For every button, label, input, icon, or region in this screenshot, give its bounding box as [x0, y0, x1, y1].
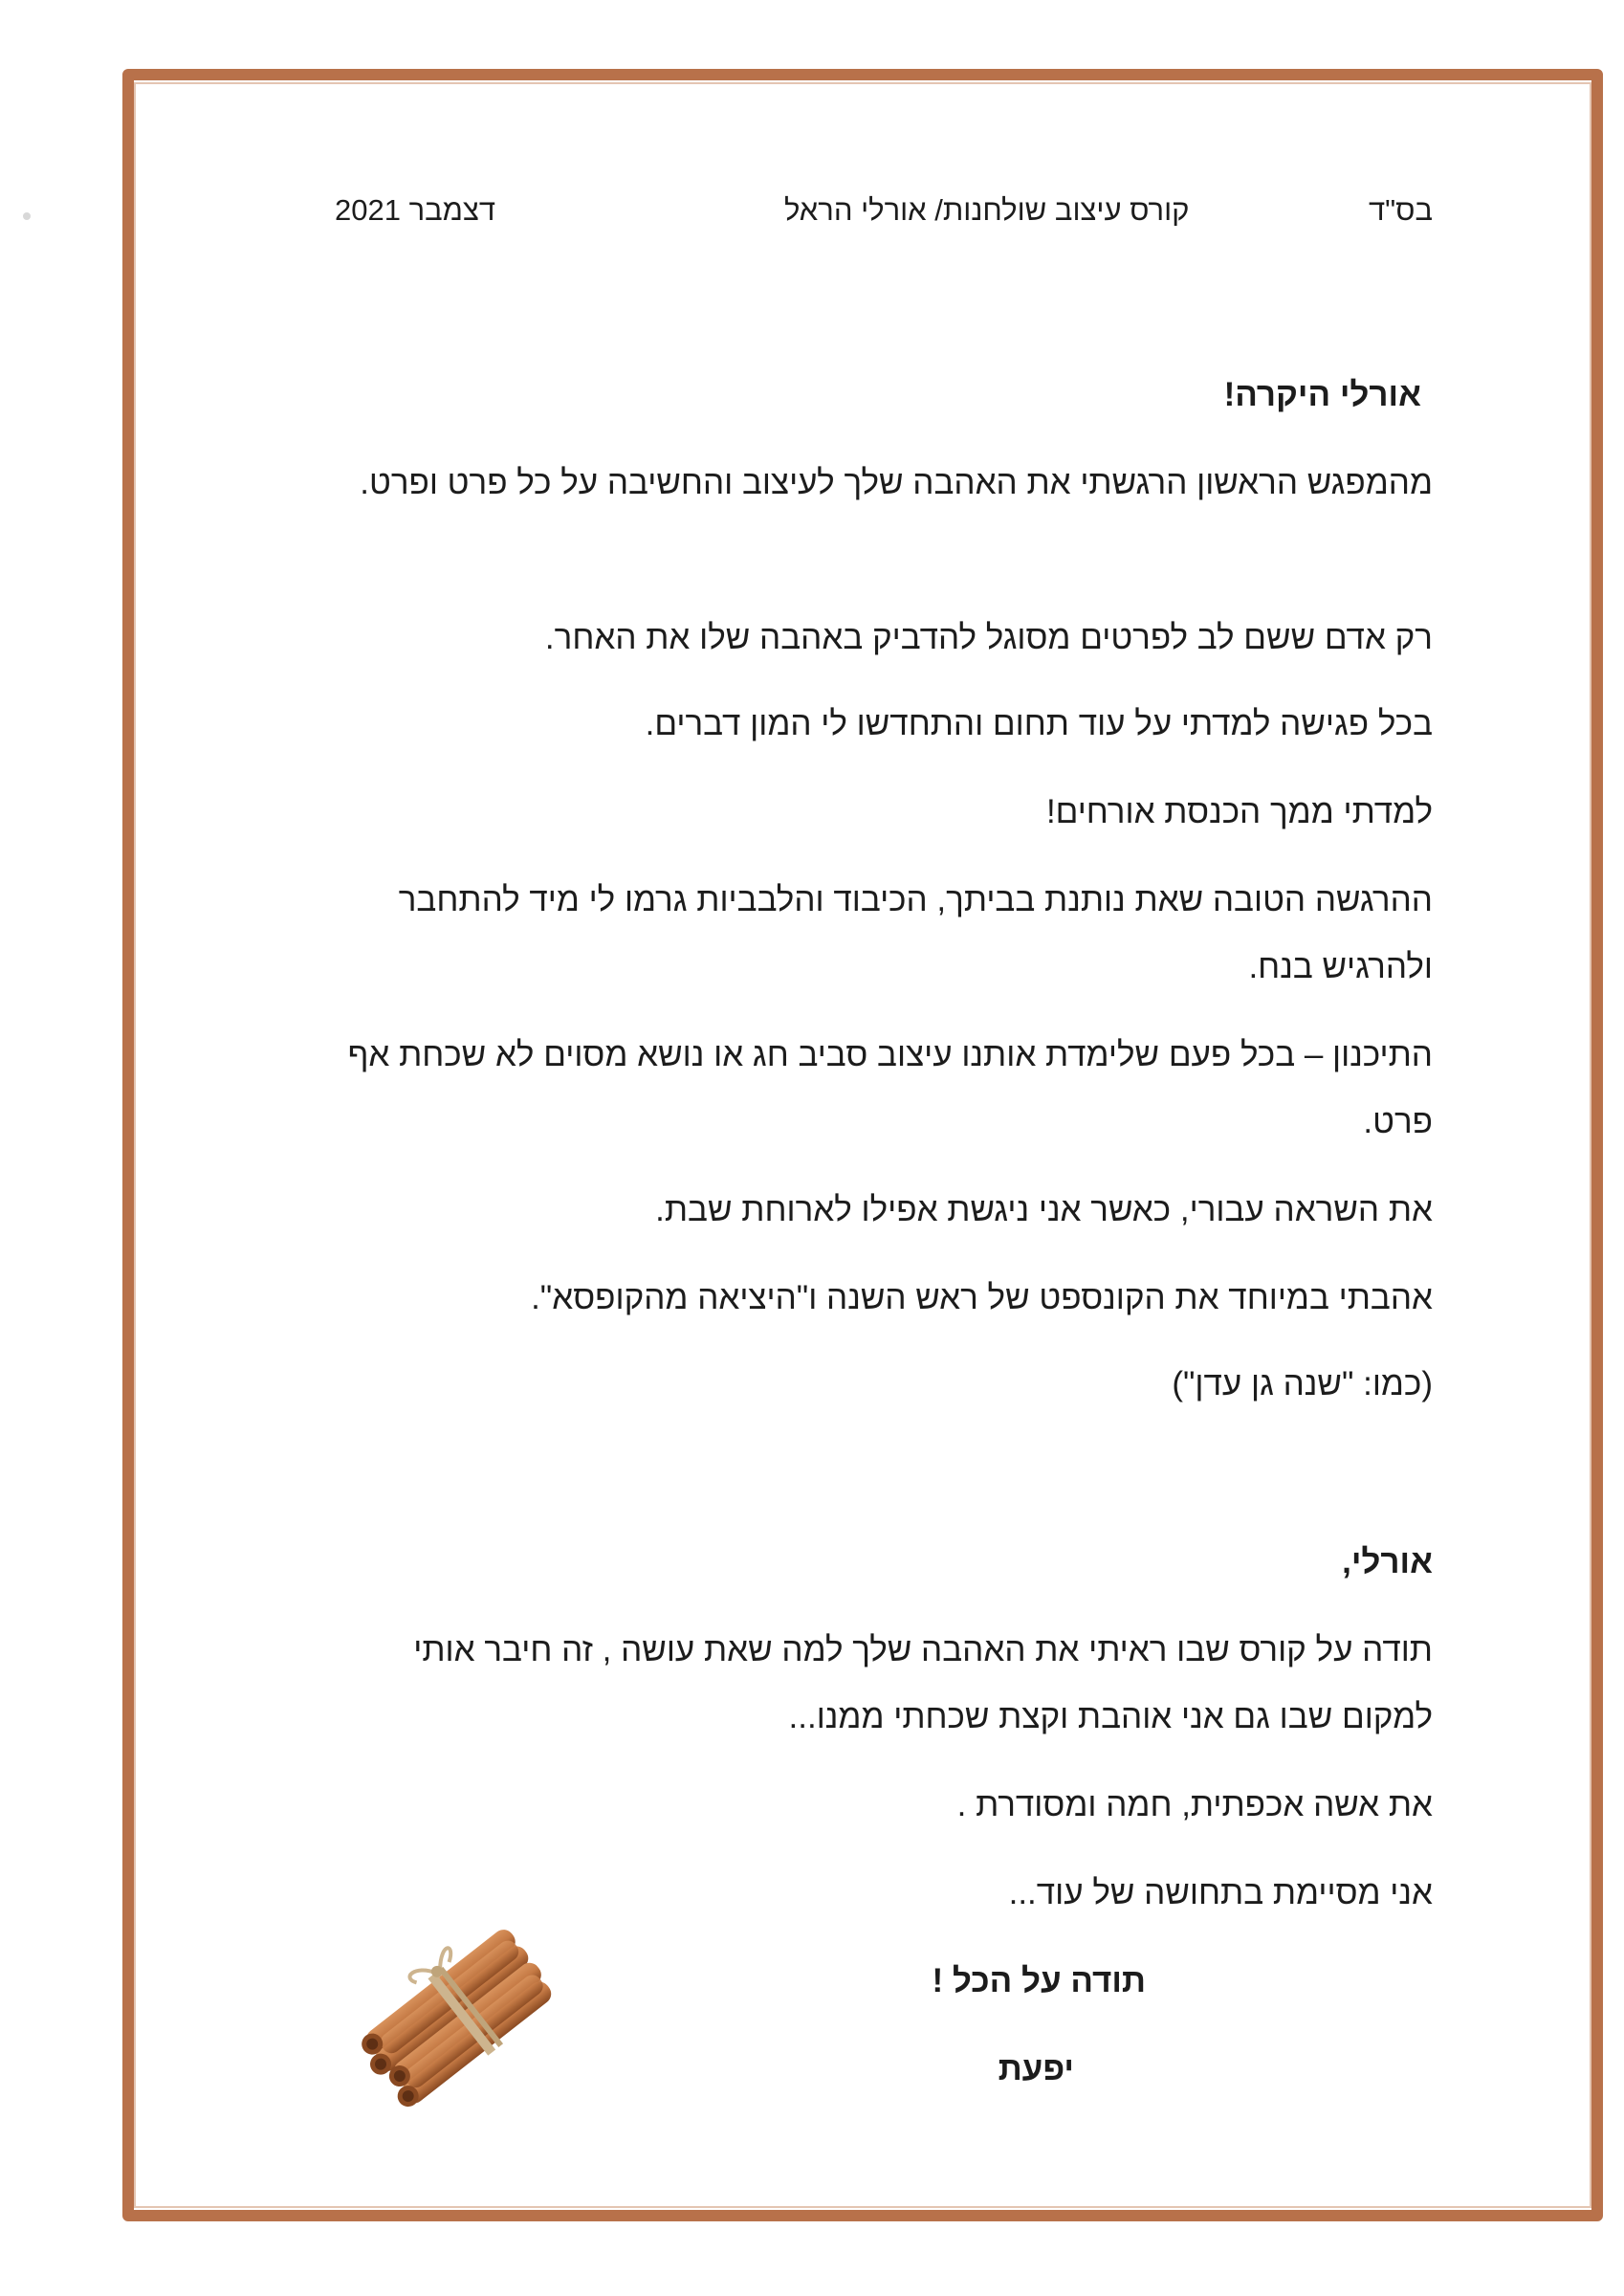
paragraph-9: (כמו: "שנה גן עדן"): [1172, 1365, 1433, 1402]
paragraph-8: אהבתי במיוחד את הקונספט של ראש השנה ו"היציאה מהקופסא".: [531, 1279, 1433, 1316]
header-course-title: קורס עיצוב שולחנות/ אורלי הראל: [784, 193, 1190, 227]
paragraph-3: בכל פגישה למדתי על עוד תחום והתחדשו לי המון דברים.: [645, 705, 1433, 742]
paragraph-12: אני מסיימת בתחושה של עוד...: [1008, 1874, 1433, 1911]
header-bsd: בס"ד: [1368, 193, 1433, 227]
paragraph-1: מהמפגש הראשון הרגשתי את האהבה שלך לעיצוב והחשיבה על כל פרט ופרט.: [360, 464, 1433, 501]
signature: יפעת: [998, 2050, 1074, 2087]
thanks-line: תודה על הכל !: [932, 1962, 1146, 1999]
scan-speck: [23, 212, 31, 220]
cinnamon-bundle-icon: [349, 1913, 569, 2114]
paragraph-2: רק אדם ששם לב לפרטים מסוגל להדביק באהבה שלו את האחר.: [544, 619, 1433, 656]
salutation: אורלי היקרה!: [1223, 376, 1421, 413]
paragraph-5: ההרגשה הטובה שאת נותנת בביתך, הכיבוד והלבביות גרמו לי מיד להתחבר ולהרגיש בנח.: [398, 881, 1433, 985]
paragraph-7: את השראה עבורי, כאשר אני ניגשת אפילו לארוחת שבת.: [655, 1191, 1433, 1228]
paragraph-6: התיכנון – בכל פעם שלימדת אותנו עיצוב סביב חג או נושא מסוים לא שכחת אף פרט.: [347, 1036, 1433, 1140]
paragraph-4: למדתי ממך הכנסת אורחים!: [1045, 793, 1433, 830]
salutation-2: אורלי,: [1342, 1543, 1433, 1580]
paragraph-10: תודה על קורס שבו ראיתי את האהבה שלך למה שאת עושה , זה חיבר אותי למקום שבו גם אני אוהבת וקצת שכחתי ממנו...: [413, 1631, 1433, 1735]
paragraph-11: את אשה אכפתית, חמה ומסודרת .: [956, 1786, 1433, 1823]
header-date: דצמבר 2021: [335, 193, 496, 227]
